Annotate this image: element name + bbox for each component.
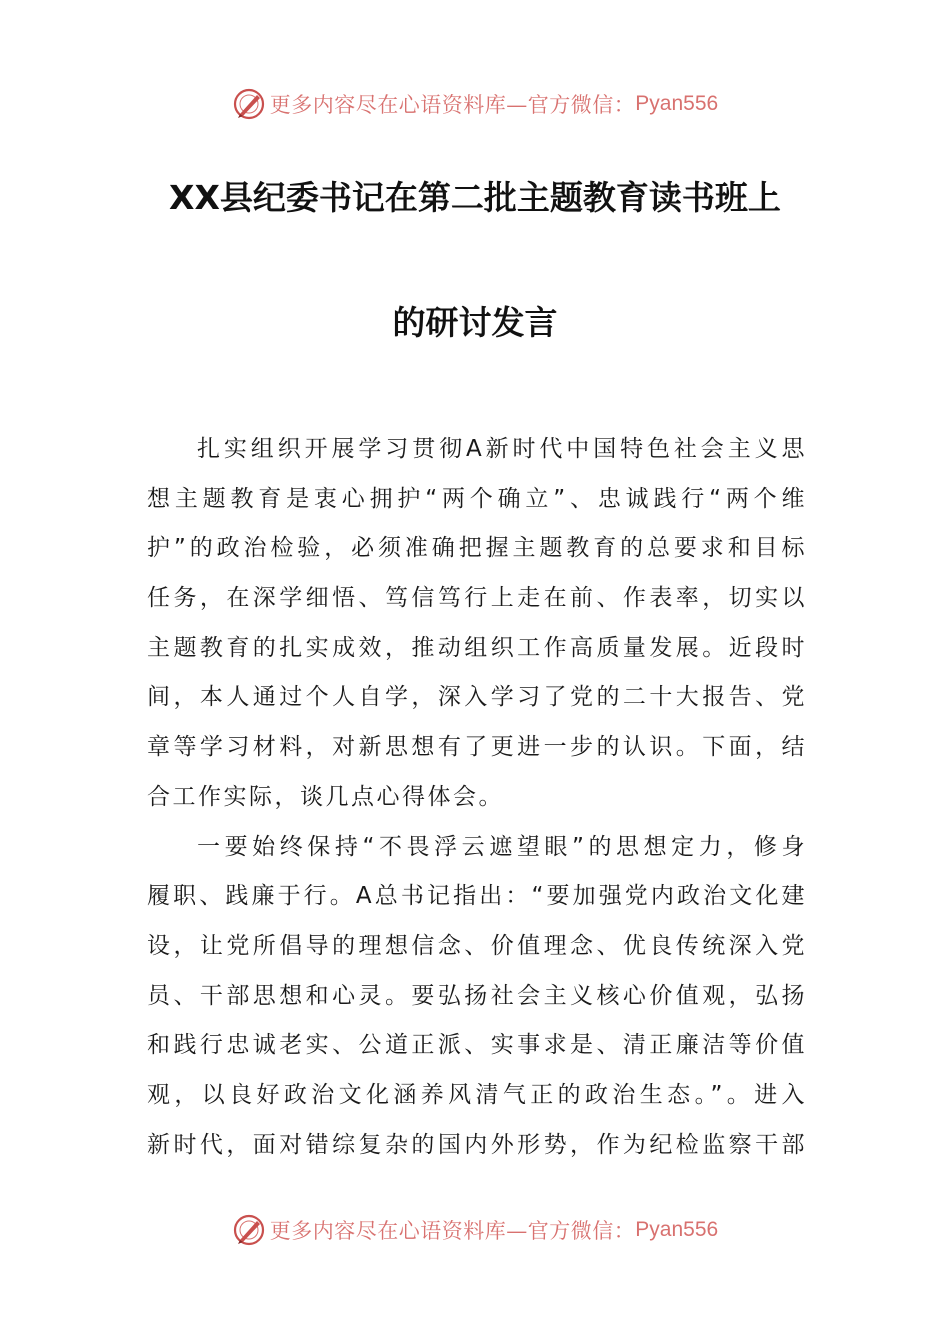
text-line: 任务，在深学细悟、笃信笃行上走在前、作表率，切实以 bbox=[147, 585, 807, 612]
text-line: 间，本人通过个人自学，深入学习了党的二十大报告、党 bbox=[147, 684, 807, 711]
text-line: 员、干部思想和心灵。要弘扬社会主义核心价值观，弘扬 bbox=[147, 982, 807, 1009]
text-line: 新时代，面对错综复杂的国内外形势，作为纪检监察干部 bbox=[147, 1131, 807, 1158]
text-line: 一要始终保持“不畏浮云遮望眼”的思想定力，修身 bbox=[197, 833, 807, 860]
text-line: 主题教育的扎实成效，推动组织工作高质量发展。近段时 bbox=[147, 634, 807, 661]
text-line: 和践行忠诚老实、公道正派、实事求是、清正廉洁等价值 bbox=[147, 1032, 807, 1059]
text-line: 设，让党所倡导的理想信念、价值理念、优良传统深入党 bbox=[147, 932, 807, 959]
text-line: 观，以良好政治文化涵养风清气正的政治生态。”。进入 bbox=[147, 1081, 807, 1108]
pen-circle-logo-icon bbox=[232, 87, 266, 121]
document-body bbox=[147, 425, 807, 1170]
paragraph-2 bbox=[147, 823, 807, 1171]
page-title-line-1: XX县纪委书记在第二批主题教育读书班上 bbox=[169, 178, 781, 217]
banner-text: 更多内容尽在心语资料库—官方微信： bbox=[269, 1219, 636, 1243]
footer-watermark-banner bbox=[0, 1208, 950, 1252]
text-line: 合工作实际，谈几点心得体会。 bbox=[147, 783, 504, 810]
banner-wechat-id: Pyan556 bbox=[635, 92, 719, 115]
page-title-line-2: 的研讨发言 bbox=[392, 303, 558, 342]
text-line: 章等学习材料，对新思想有了更进一步的认识。下面，结 bbox=[147, 734, 807, 761]
banner-wechat-id: Pyan556 bbox=[635, 1218, 719, 1241]
text-line: 护”的政治检验，必须准确把握主题教育的总要求和目标 bbox=[147, 535, 807, 562]
header-watermark-banner bbox=[0, 82, 950, 126]
text-line: 想主题教育是衷心拥护“两个确立”、忠诚践行“两个维 bbox=[147, 485, 807, 512]
text-line: 履职、践廉于行。A总书记指出：“要加强党内政治文化建 bbox=[147, 883, 807, 910]
banner-text: 更多内容尽在心语资料库—官方微信： bbox=[269, 93, 636, 117]
pen-circle-logo-icon bbox=[232, 1213, 266, 1247]
text-line: 扎实组织开展学习贯彻A新时代中国特色社会主义思 bbox=[197, 436, 807, 462]
paragraph-1 bbox=[147, 425, 807, 823]
